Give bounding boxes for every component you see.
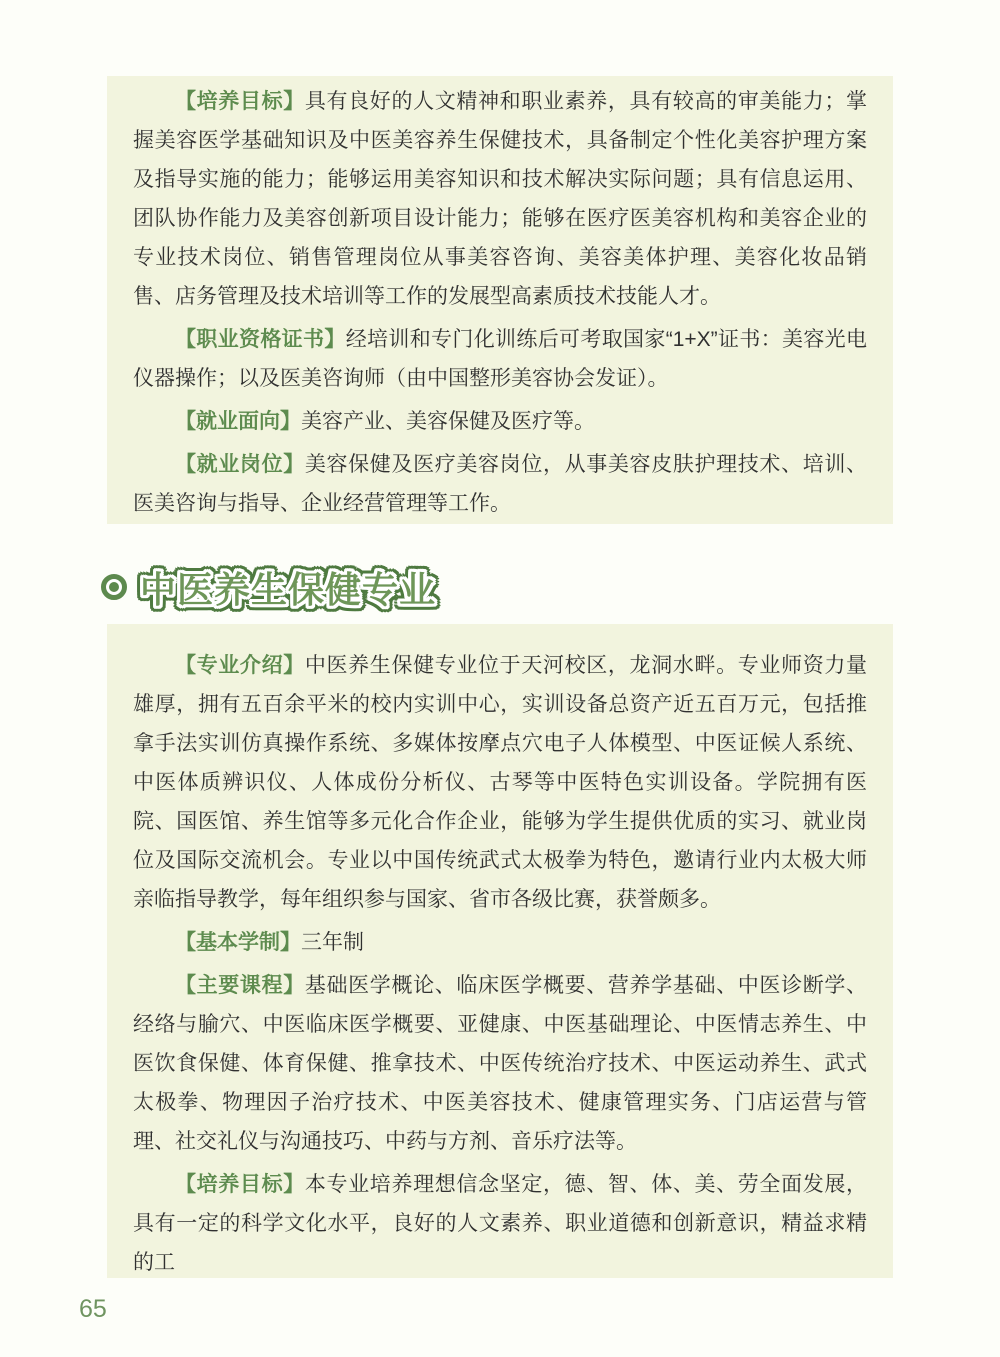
paragraph-text: 具有良好的人文精神和职业素养，具有较高的审美能力；掌握美容医学基础知识及中医美容养生保健技术，具备制定个性化美容护理方案及指导实施的能力；能够运用美容知识和技术解决实际问题；具有信息运用、团队协作能力及美容创新项目设计能力；能够在医疗医美容机构和美容企业的专业技术岗位、销售管理岗位从事美容咨询、美容美体护理、美容化妆品销售、店务管理及技术培训等工作的发展型高素质技术技能人才。 (133, 90, 868, 308)
paragraph-employment-orientation (133, 402, 867, 441)
beauty-major-info-block (107, 76, 893, 524)
paragraph-training-objectives (133, 1165, 867, 1278)
bullseye-bullet-icon (101, 574, 127, 600)
bullet-dot (109, 582, 119, 592)
paragraph-label: 【培养目标】 (175, 1173, 305, 1196)
paragraph-text: 美容保健及医疗美容岗位，从事美容皮肤护理技术、培训、医美咨询与指导、企业经营管理等工作。 (133, 453, 868, 515)
paragraph-label: 【基本学制】 (175, 931, 301, 954)
tcm-major-info-block (107, 624, 893, 1278)
paragraph-text: 经培训和专门化训练后可考取国家“1+X”证书：美容光电仪器操作；以及医美咨询师（由中国整形美容协会发证）。 (133, 328, 868, 390)
section-heading (101, 556, 436, 618)
paragraph-label: 【就业面向】 (175, 410, 301, 433)
paragraph-schooling-length (133, 923, 867, 962)
paragraph-text: 基础医学概论、临床医学概要、营养学基础、中医诊断学、经络与腧穴、中医临床医学概要、亚健康、中医基础理论、中医情志养生、中医饮食保健、体育保健、推拿技术、中医传统治疗技术、中医运动养生、武式太极拳、物理因子治疗技术、中医美容技术、健康管理实务、门店运营与管理、社交礼仪与沟通技巧、中药与方剂、音乐疗法等。 (133, 974, 868, 1153)
section-title: 中医养生保健专业 (140, 568, 437, 610)
page-number: 65 (79, 1295, 107, 1323)
paragraph-certificates (133, 320, 867, 398)
paragraph-major-introduction (133, 646, 867, 919)
paragraph-text: 中医养生保健专业位于天河校区，龙洞水畔。专业师资力量雄厚，拥有五百余平米的校内实训中心，实训设备总资产近五百万元，包括推拿手法实训仿真操作系统、多媒体按摩点穴电子人体模型、中医证候人系统、中医体质辨识仪、人体成份分析仪、古琴等中医特色实训设备。学院拥有医院、国医馆、养生馆等多元化合作企业，能够为学生提供优质的实习、就业岗位及国际交流机会。专业以中国传统武式太极拳为特色，邀请行业内太极大师亲临指导教学，每年组织参与国家、省市各级比赛，获誉颇多。 (133, 654, 868, 911)
paragraph-text: 美容产业、美容保健及医疗等。 (301, 410, 595, 433)
paragraph-label: 【就业岗位】 (175, 453, 305, 476)
paragraph-label: 【培养目标】 (175, 90, 305, 113)
paragraph-training-objectives (133, 82, 867, 316)
paragraph-text: 三年制 (301, 931, 364, 954)
paragraph-main-courses (133, 966, 867, 1161)
paragraph-text: 本专业培养理想信念坚定，德、智、体、美、劳全面发展，具有一定的科学文化水平，良好的人文素养、职业道德和创新意识，精益求精的工 (133, 1173, 868, 1274)
paragraph-label: 【主要课程】 (175, 974, 305, 997)
paragraph-label: 【专业介绍】 (175, 654, 305, 677)
paragraph-employment-positions (133, 445, 867, 523)
paragraph-label: 【职业资格证书】 (175, 328, 346, 351)
